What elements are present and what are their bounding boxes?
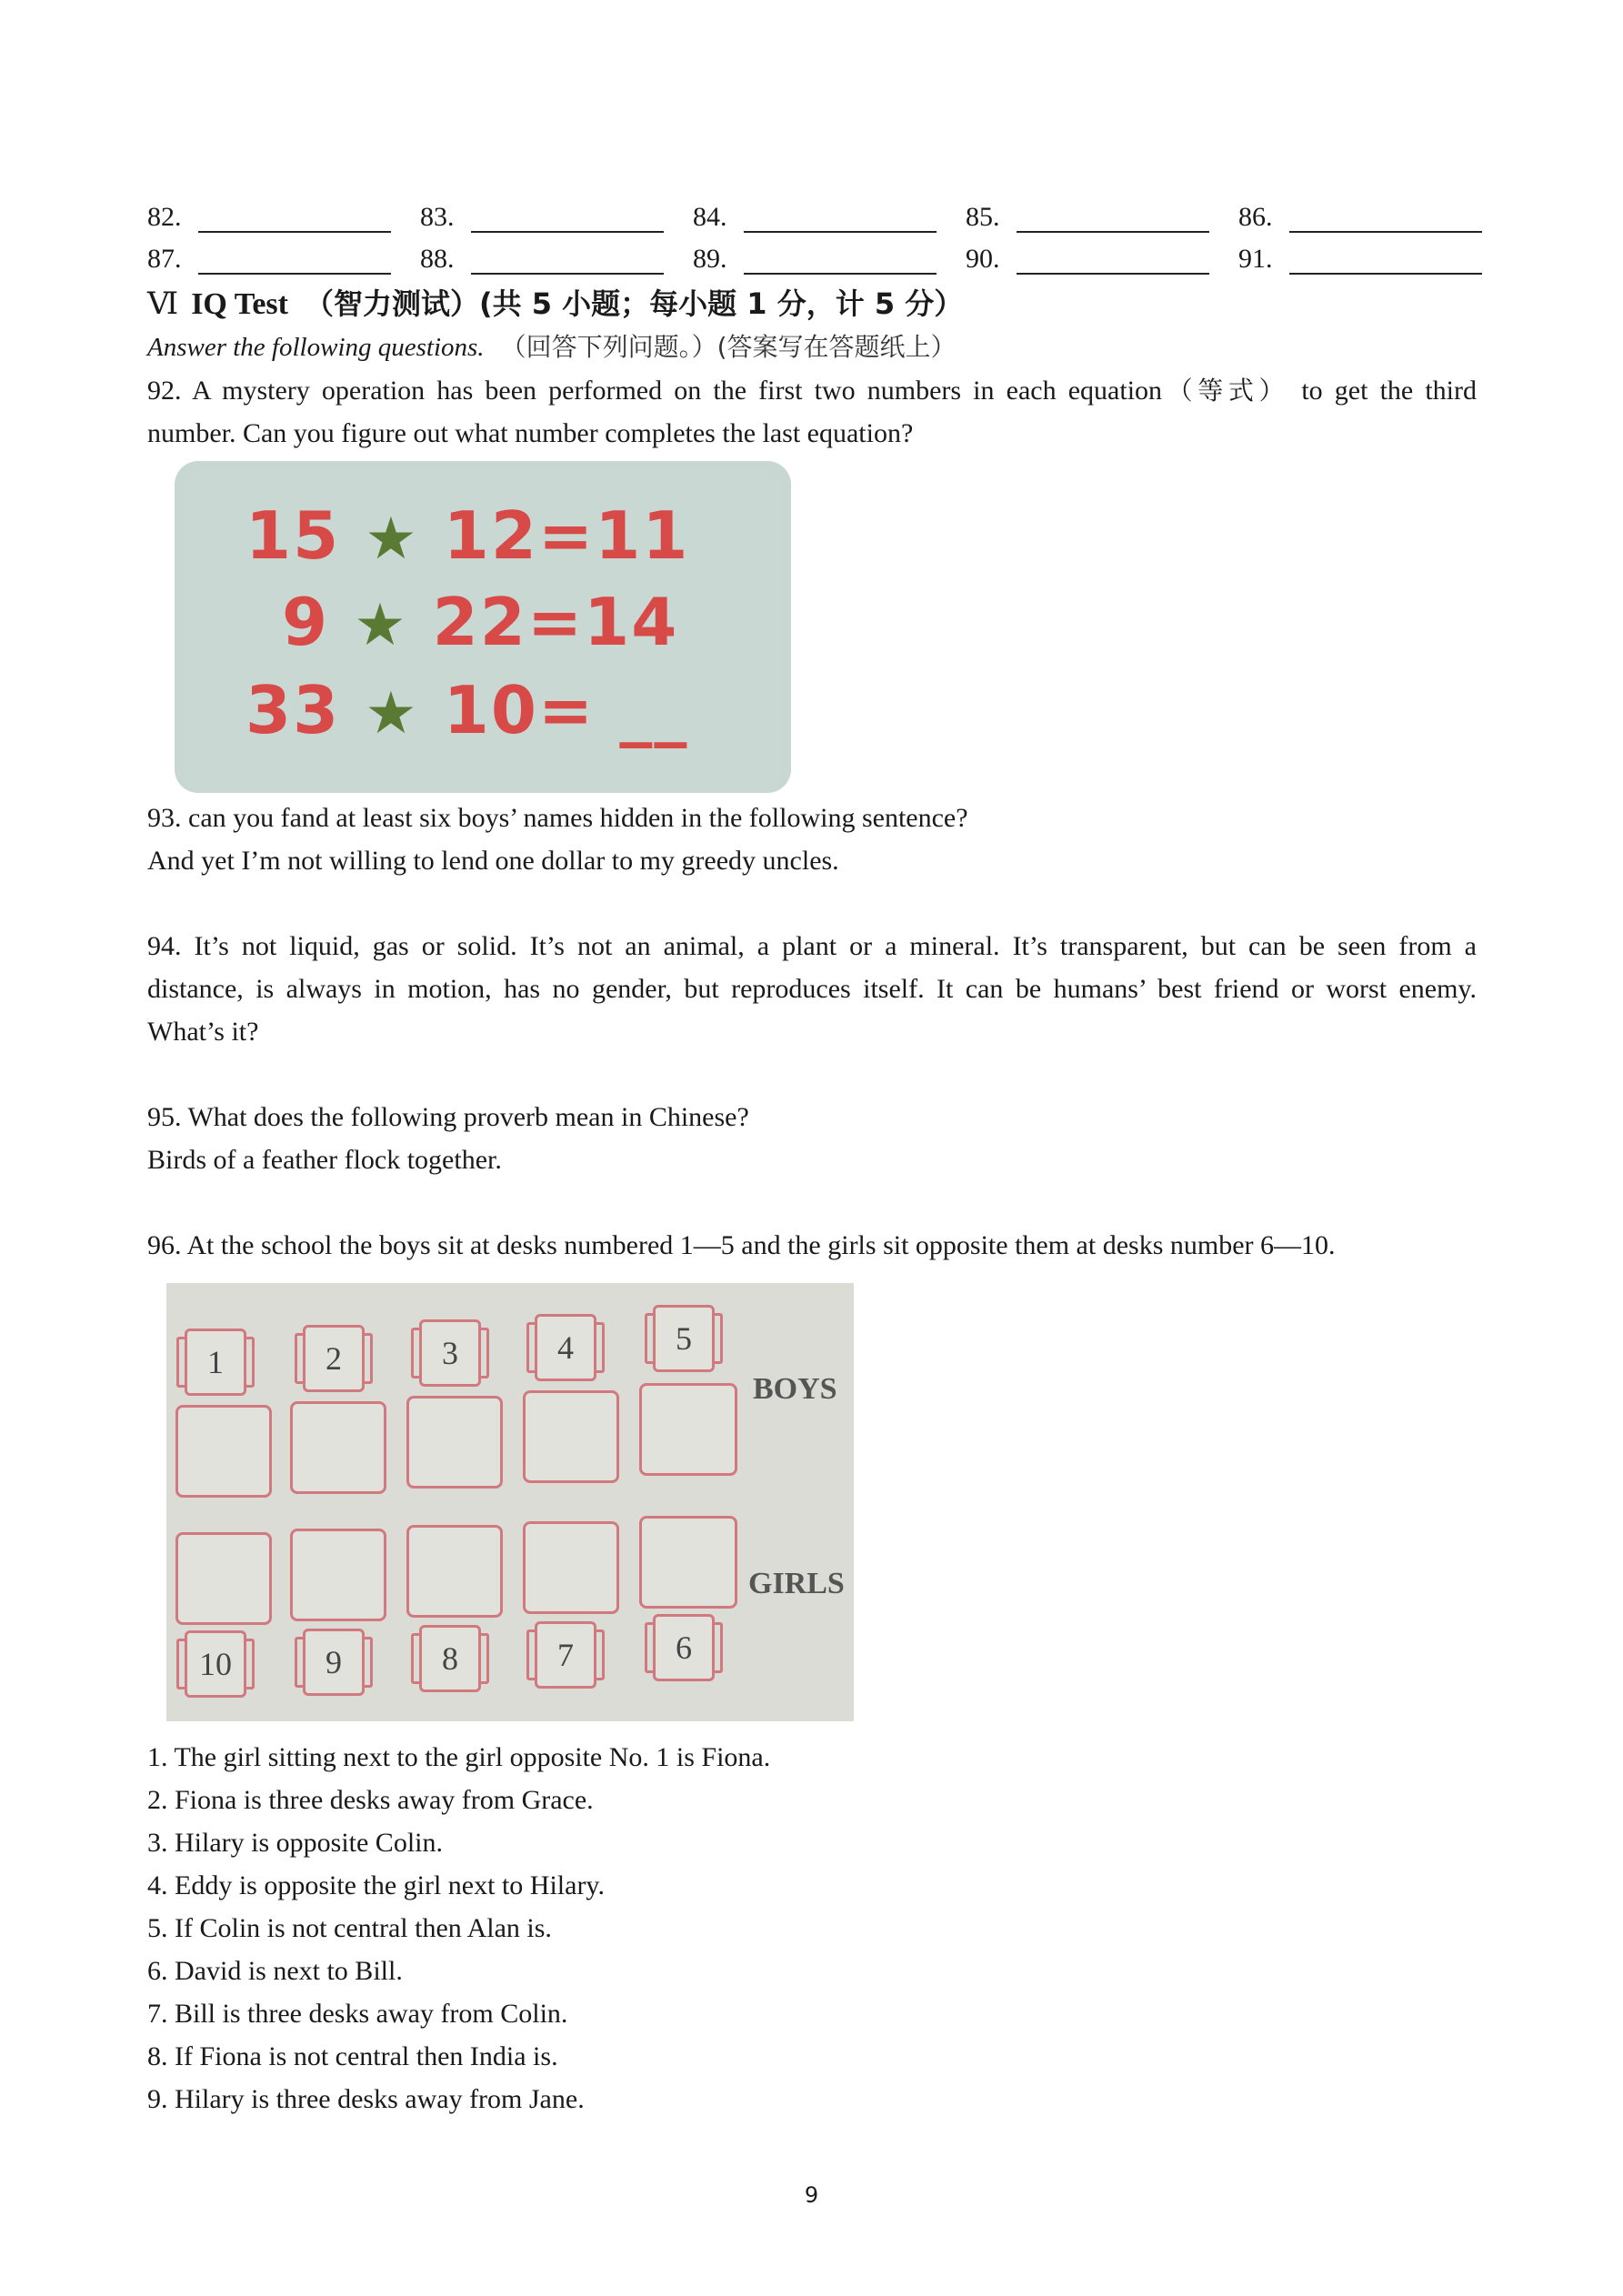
girls-label: GIRLS — [748, 1567, 845, 1600]
girl-desk — [175, 1532, 272, 1625]
q95-text-line-2: Birds of a feather flock together. — [147, 1145, 502, 1175]
answer-blank[interactable]: 89. — [693, 244, 937, 275]
answer-blank[interactable]: 86. — [1238, 202, 1482, 233]
clue-item: 3. Hilary is opposite Colin. — [147, 1828, 443, 1858]
boys-label: BOYS — [753, 1372, 837, 1406]
clue-item: 5. If Colin is not central then Alan is. — [147, 1913, 552, 1943]
star-icon: ★ — [365, 506, 419, 573]
instruction-en: Answer the following questions. — [147, 333, 485, 362]
section-roman-numeral: Ⅵ — [147, 287, 179, 321]
q92-text-line-1: 92. A mystery operation has been performed on the first two numbers in each equation（等式） to get the third — [147, 376, 1478, 406]
clue-item: 6. David is next to Bill. — [147, 1956, 403, 1986]
boy-desk — [523, 1390, 619, 1483]
answer-blank[interactable]: 82. — [147, 202, 391, 233]
q93-text-line-1: 93. can you fand at least six boys’ names hidden in the following sentence? — [147, 803, 968, 833]
answer-blank[interactable]: 88. — [420, 244, 664, 275]
clue-item: 8. If Fiona is not central then India is. — [147, 2041, 558, 2071]
answer-blank[interactable]: 83. — [420, 202, 664, 233]
section-title: IQ Test — [191, 287, 288, 321]
q95-text-line-1: 95. What does the following proverb mean in Chinese? — [147, 1102, 749, 1132]
q96-desk-diagram — [166, 1283, 854, 1721]
girl-chair: 7 — [535, 1621, 596, 1689]
clue-item: 1. The girl sitting next to the girl opposite No. 1 is Fiona. — [147, 1742, 771, 1772]
puzzle-equation-2: 9 ★ 22=14 — [282, 584, 679, 660]
answer-blank[interactable]: 91. — [1238, 244, 1482, 275]
boy-chair: 3 — [419, 1319, 481, 1387]
section-heading — [147, 284, 963, 325]
girl-desk — [639, 1516, 737, 1609]
boy-desk — [290, 1401, 386, 1494]
answer-blank-row-2 — [147, 244, 1484, 280]
q94-text-line-3: What’s it? — [147, 1017, 259, 1047]
star-icon: ★ — [365, 680, 419, 747]
section-title-cn: （智力测试）(共 5 小题；每小题 1 分，计 5 分） — [304, 286, 964, 321]
q92-text-line-2: number. Can you figure out what number completes the last equation? — [147, 418, 914, 448]
q93-text-line-2: And yet I’m not willing to lend one dollar to my greedy uncles. — [147, 846, 839, 876]
clue-item: 9. Hilary is three desks away from Jane. — [147, 2084, 585, 2114]
girl-desk — [406, 1525, 503, 1618]
q94-text-line-2: distance, is always in motion, has no gender, but reproduces itself. It can be humans’ best friend or worst enemy. — [147, 974, 1477, 1004]
boy-desk — [175, 1405, 272, 1498]
puzzle-equation-3: 33 ★ 10= __ — [245, 672, 689, 748]
instruction-cn: （回答下列问题。）(答案写在答题纸上） — [500, 332, 957, 362]
boy-chair: 1 — [185, 1328, 246, 1396]
star-icon: ★ — [354, 592, 408, 659]
boy-desk — [639, 1383, 737, 1476]
answer-blank-row-1 — [147, 202, 1484, 238]
girl-chair: 10 — [185, 1630, 246, 1698]
girl-chair: 6 — [653, 1614, 715, 1681]
q94-text-line-1: 94. It’s not liquid, gas or solid. It’s not an animal, a plant or a mineral. It’s transparent, but can be seen from a — [147, 931, 1477, 961]
girl-chair: 9 — [303, 1629, 365, 1696]
answer-blank[interactable]: 87. — [147, 244, 391, 275]
q96-text-line-1: 96. At the school the boys sit at desks numbered 1—5 and the girls sit opposite them at desks number 6—10. — [147, 1230, 1336, 1260]
clue-item: 2. Fiona is three desks away from Grace. — [147, 1785, 594, 1815]
answer-blank[interactable]: 84. — [693, 202, 937, 233]
answer-blank[interactable]: 90. — [966, 244, 1209, 275]
clue-item: 7. Bill is three desks away from Colin. — [147, 1999, 568, 2029]
boy-desk — [406, 1396, 503, 1489]
girl-chair: 8 — [419, 1625, 481, 1692]
girl-desk — [290, 1529, 386, 1621]
page-number: 9 — [804, 2182, 819, 2208]
answer-blank[interactable]: 85. — [966, 202, 1209, 233]
section-instruction — [147, 329, 957, 366]
girl-desk — [523, 1521, 619, 1614]
boy-chair: 2 — [303, 1325, 365, 1392]
boy-chair: 4 — [535, 1314, 596, 1381]
boy-chair: 5 — [653, 1305, 715, 1372]
puzzle-equation-1: 15 ★ 12=11 — [245, 497, 690, 574]
clue-item: 4. Eddy is opposite the girl next to Hilary. — [147, 1870, 605, 1900]
q92-puzzle-image — [175, 461, 791, 793]
